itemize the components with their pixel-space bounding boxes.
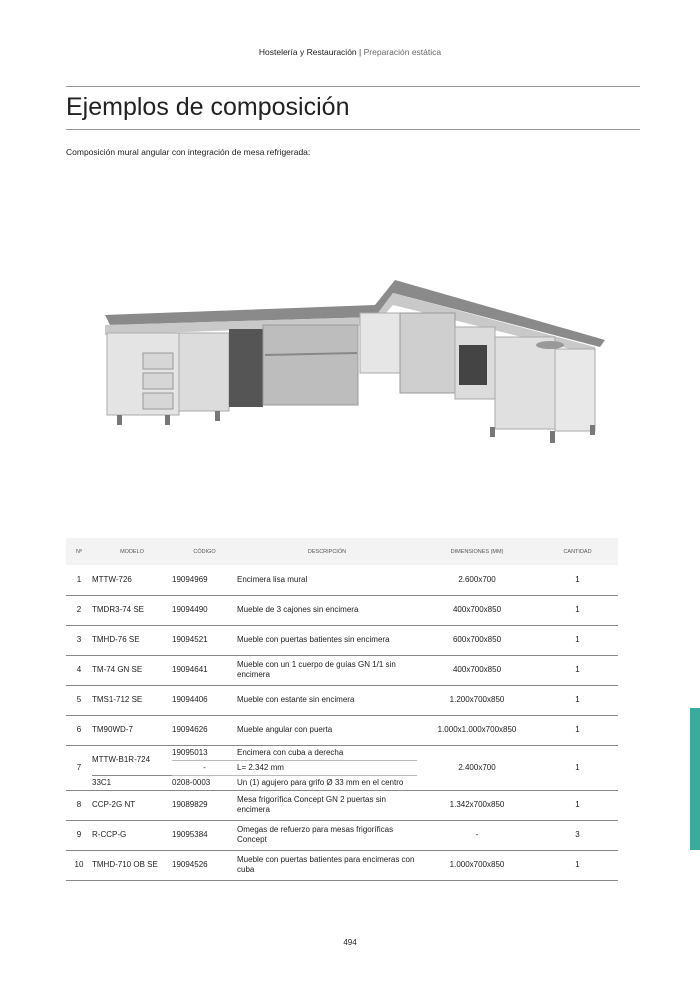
table-header-row	[66, 538, 618, 565]
table-row	[66, 685, 618, 715]
cell-codigo: 19095013	[172, 745, 237, 760]
cell-n: 5	[66, 685, 92, 715]
cell-modelo: MTTW-726	[92, 565, 172, 595]
cell-qty: 1	[537, 565, 618, 595]
cell-dim: -	[417, 820, 537, 850]
table-row	[66, 625, 618, 655]
cell-n: 4	[66, 655, 92, 685]
col-header-dimensiones: DIMENSIONES (MM)	[417, 538, 537, 565]
cell-desc: Mueble con puertas batientes para encimeras con cuba	[237, 850, 417, 880]
cell-codigo: 19094641	[172, 655, 237, 685]
cell-modelo: R-CCP-G	[92, 820, 172, 850]
table-row	[66, 655, 618, 685]
table-row	[66, 850, 618, 880]
cell-qty: 1	[537, 685, 618, 715]
cell-qty: 1	[537, 850, 618, 880]
cell-modelo: 33C1	[92, 775, 172, 790]
table-row	[66, 565, 618, 595]
divider-top	[66, 86, 640, 87]
cell-desc: Encimera con cuba a derecha	[237, 745, 417, 760]
cell-codigo: 19094969	[172, 565, 237, 595]
col-header-codigo: CÓDIGO	[172, 538, 237, 565]
cell-n: 3	[66, 625, 92, 655]
cell-qty: 1	[537, 715, 618, 745]
cell-qty: 3	[537, 820, 618, 850]
cell-modelo: TM90WD-7	[92, 715, 172, 745]
cell-n: 6	[66, 715, 92, 745]
cell-modelo: TMHD-710 OB SE	[92, 850, 172, 880]
table-row	[66, 745, 618, 760]
composition-table	[66, 538, 618, 881]
cell-dim: 2.400x700	[417, 745, 537, 790]
cell-dim: 600x700x850	[417, 625, 537, 655]
divider-title	[66, 129, 640, 130]
cell-modelo: TMS1-712 SE	[92, 685, 172, 715]
table-row	[66, 595, 618, 625]
header-subsection: Preparación estática	[363, 47, 442, 57]
cell-codigo: -	[172, 760, 237, 775]
cell-dim: 2.600x700	[417, 565, 537, 595]
cell-modelo: MTTW-B1R-724	[92, 745, 172, 775]
cell-n: 7	[66, 745, 92, 790]
cell-codigo: 19094521	[172, 625, 237, 655]
header-separator: |	[359, 47, 362, 57]
col-header-modelo: MODELO	[92, 538, 172, 565]
cell-dim: 1.000x1.000x700x850	[417, 715, 537, 745]
cell-dim: 1.342x700x850	[417, 790, 537, 820]
cell-dim: 400x700x850	[417, 655, 537, 685]
cell-desc: Encimera lisa mural	[237, 565, 417, 595]
col-header-n: Nº	[66, 538, 92, 565]
cell-n: 10	[66, 850, 92, 880]
page-title: Ejemplos de composición	[66, 93, 350, 121]
cell-desc: Omegas de refuerzo para mesas frigoríficas Concept	[237, 820, 417, 850]
table-row	[66, 715, 618, 745]
cell-qty: 1	[537, 655, 618, 685]
cell-dim: 1.000x700x850	[417, 850, 537, 880]
table-row	[66, 820, 618, 850]
cell-codigo: 19095384	[172, 820, 237, 850]
cell-codigo: 19094526	[172, 850, 237, 880]
page-number: 494	[343, 938, 357, 947]
running-header	[0, 47, 700, 57]
cell-codigo: 19089829	[172, 790, 237, 820]
col-header-cantidad: CANTIDAD	[537, 538, 618, 565]
cell-codigo: 19094406	[172, 685, 237, 715]
cell-qty: 1	[537, 595, 618, 625]
cell-codigo: 0208-0003	[172, 775, 237, 790]
cell-n: 9	[66, 820, 92, 850]
cell-desc: Mueble de 3 cajones sin encimera	[237, 595, 417, 625]
header-section: Hostelería y Restauración	[258, 47, 357, 57]
product-composition-image	[95, 265, 615, 455]
cell-desc: Mesa frigorífica Concept GN 2 puertas sin encimera	[237, 790, 417, 820]
cell-qty: 1	[537, 790, 618, 820]
intro-text: Composición mural angular con integración de mesa refrigerada:	[66, 147, 311, 157]
cell-qty: 1	[537, 745, 618, 790]
cell-desc: Un (1) agujero para grifo Ø 33 mm en el centro	[237, 775, 417, 790]
cell-n: 1	[66, 565, 92, 595]
cell-desc: Mueble con estante sin encimera	[237, 685, 417, 715]
cell-modelo: TM-74 GN SE	[92, 655, 172, 685]
cell-dim: 1.200x700x850	[417, 685, 537, 715]
cell-codigo: 19094490	[172, 595, 237, 625]
col-header-descripcion: DESCRIPCIÓN	[237, 538, 417, 565]
cell-modelo: TMHD-76 SE	[92, 625, 172, 655]
cell-n: 8	[66, 790, 92, 820]
cell-codigo: 19094626	[172, 715, 237, 745]
cell-modelo: TMDR3-74 SE	[92, 595, 172, 625]
cell-desc: Mueble con puertas batientes sin encimera	[237, 625, 417, 655]
section-tab	[690, 708, 700, 850]
cell-desc: Mueble con un 1 cuerpo de guías GN 1/1 sin encimera	[237, 655, 417, 685]
cell-modelo: CCP-2G NT	[92, 790, 172, 820]
cell-desc: L= 2.342 mm	[237, 760, 417, 775]
cell-dim: 400x700x850	[417, 595, 537, 625]
cell-desc: Mueble angular con puerta	[237, 715, 417, 745]
cell-qty: 1	[537, 625, 618, 655]
cell-n: 2	[66, 595, 92, 625]
table-row	[66, 790, 618, 820]
